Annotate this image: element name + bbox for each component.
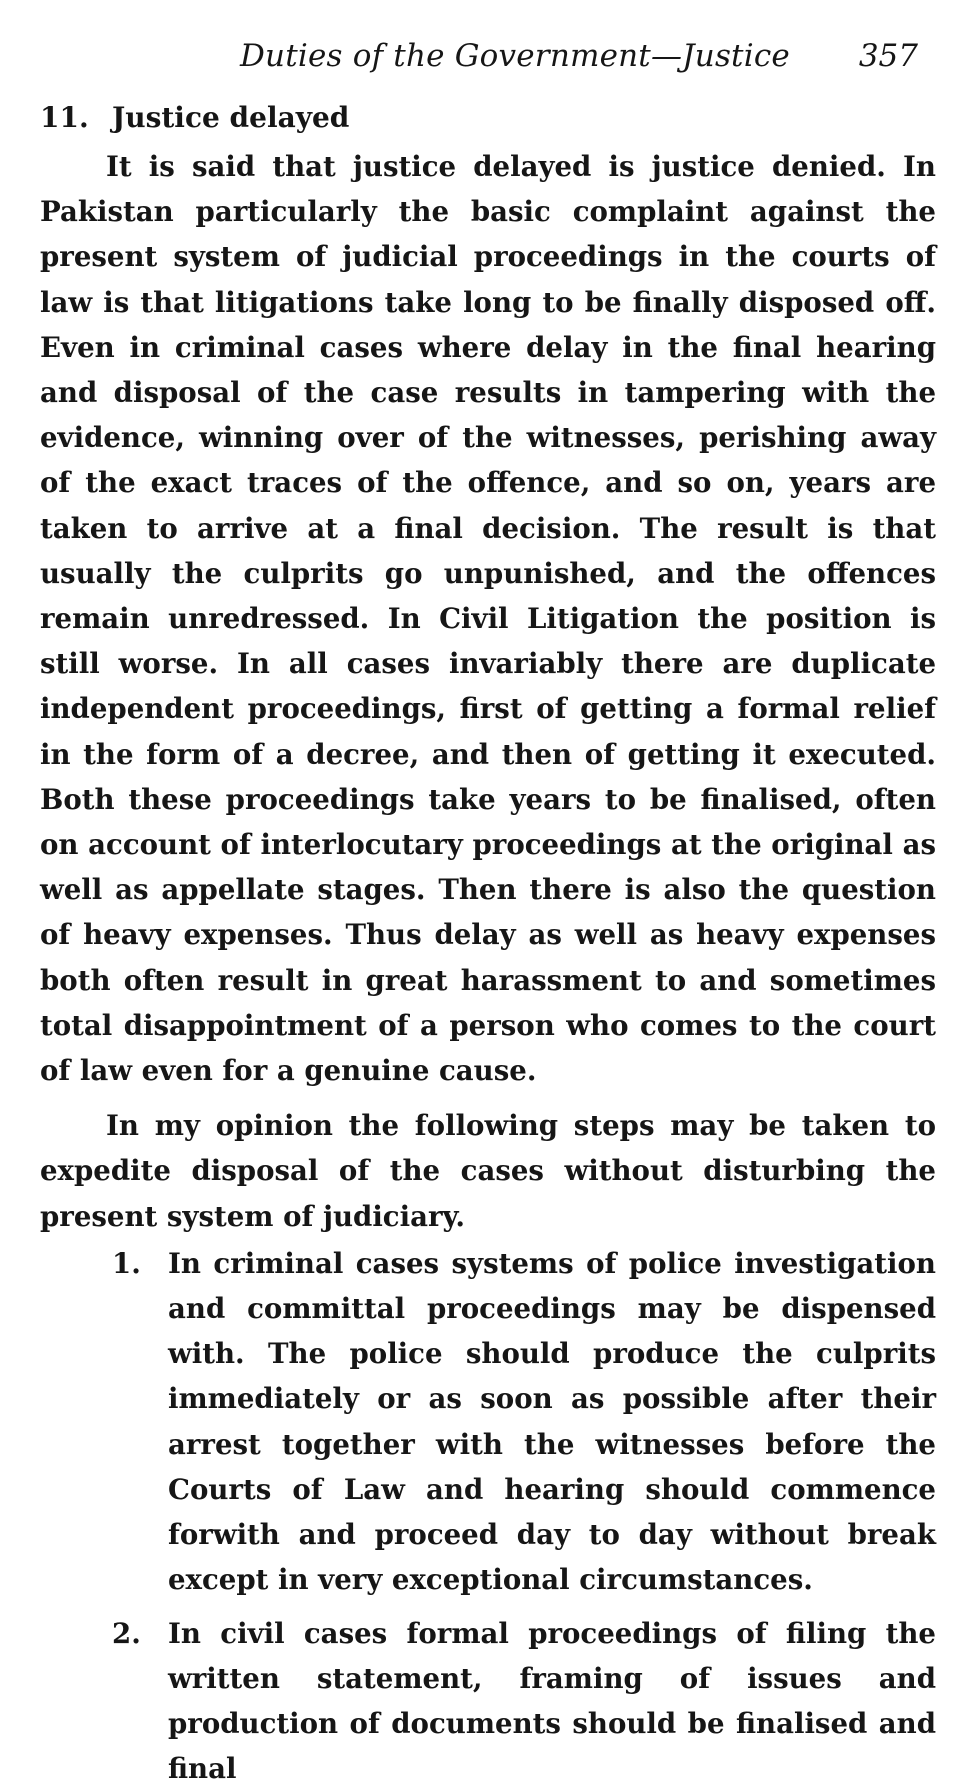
steps-list xyxy=(40,1241,936,1791)
section-number: 11. xyxy=(40,98,112,138)
list-item xyxy=(40,1611,936,1791)
page-number: 357 xyxy=(859,38,918,74)
list-item-text: In civil cases formal proceedings of filing the written statement, framing of issues and production of documents should be finalised and final xyxy=(168,1617,936,1786)
body-paragraph: It is said that justice delayed is justice denied. In Pakistan particularly the basic complaint against the present system of judicial proceedings in the courts of law is that litigations take long to be finally disposed off. Even in criminal cases where delay in the final hearing and disposal of the case results in tampering with the evidence, winning over of the witnesses, perishing away of the exact traces of the offence, and so on, years are taken to arrive at a final decision. The result is that usually the culprits go unpunished, and the offences remain unredressed. In Civil Litigation the position is still worse. In all cases invariably there are duplicate independent proceedings, first of getting a formal relief in the form of a decree, and then of getting it executed. Both these proceedings take years to be finalised, often on account of interlocutary proceedings at the original as well as appellate stages. Then there is also the question of heavy expenses. Thus delay as well as heavy expenses both often result in great harassment to and sometimes total disappointment of a person who comes to the court of law even for a genuine cause. xyxy=(40,144,936,1093)
body-paragraph: In my opinion the following steps may be taken to expedite disposal of the cases without disturbing the present system of judiciary. xyxy=(40,1103,936,1239)
section-heading xyxy=(40,98,936,138)
running-title: Duties of the Government—Justice xyxy=(240,38,790,74)
list-item-number: 2. xyxy=(112,1611,141,1656)
list-item xyxy=(40,1241,936,1603)
section-title: Justice delayed xyxy=(112,101,349,134)
list-item-text: In criminal cases systems of police investigation and committal proceedings may be dispensed with. The police should produce the culprits immediately or as soon as possible after their arrest together with the witnesses before the Courts of Law and hearing should commence forwith and proceed day to day without break except in very exceptional circumstances. xyxy=(168,1247,936,1596)
running-header xyxy=(40,38,936,88)
list-item-number: 1. xyxy=(112,1241,141,1286)
